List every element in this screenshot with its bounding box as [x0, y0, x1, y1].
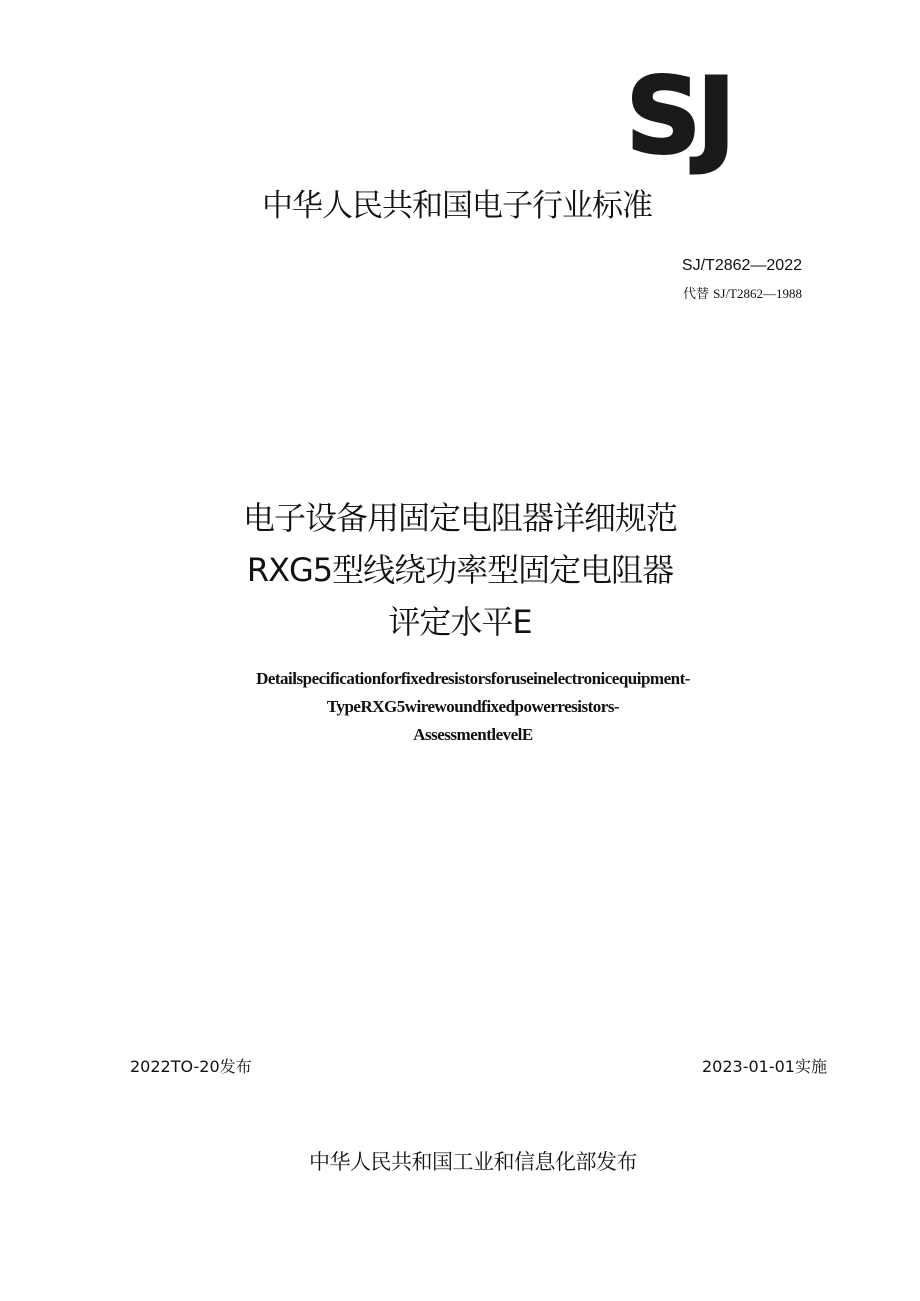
english-title-line-3: AssessmentlevelE [413, 725, 533, 744]
issuer: 中华人民共和国工业和信息化部发布 [309, 1150, 637, 1174]
sj-logo-text: SJ [626, 55, 732, 177]
implement-date: 2023-01-01实施 [702, 1057, 827, 1076]
chinese-title [0, 492, 920, 648]
title-line-1: 电子设备用固定电阻器详细规范 [242, 499, 677, 537]
title-line-2: RXG5型线绕功率型固定电阻器 [246, 551, 674, 589]
replaces-prefix: 代替 [683, 287, 710, 302]
standard-number: SJ/T2862—2022 [681, 257, 802, 274]
replaces-line [683, 285, 802, 304]
issue-date: 2022TO-20发布 [130, 1057, 252, 1076]
english-title [0, 665, 920, 749]
english-title-line-2: TypeRXG5wirewoundfixedpowerresistors- [326, 697, 620, 716]
standard-category: 中华人民共和国电子行业标准 [262, 188, 652, 224]
sj-logo [626, 55, 766, 177]
english-title-line-1: Detailspecificationforfixedresistorsforuseinelectronicequipment- [256, 669, 690, 688]
replaces-number: SJ/T2862—1988 [713, 286, 802, 301]
title-line-3: 评定水平E [388, 603, 532, 641]
